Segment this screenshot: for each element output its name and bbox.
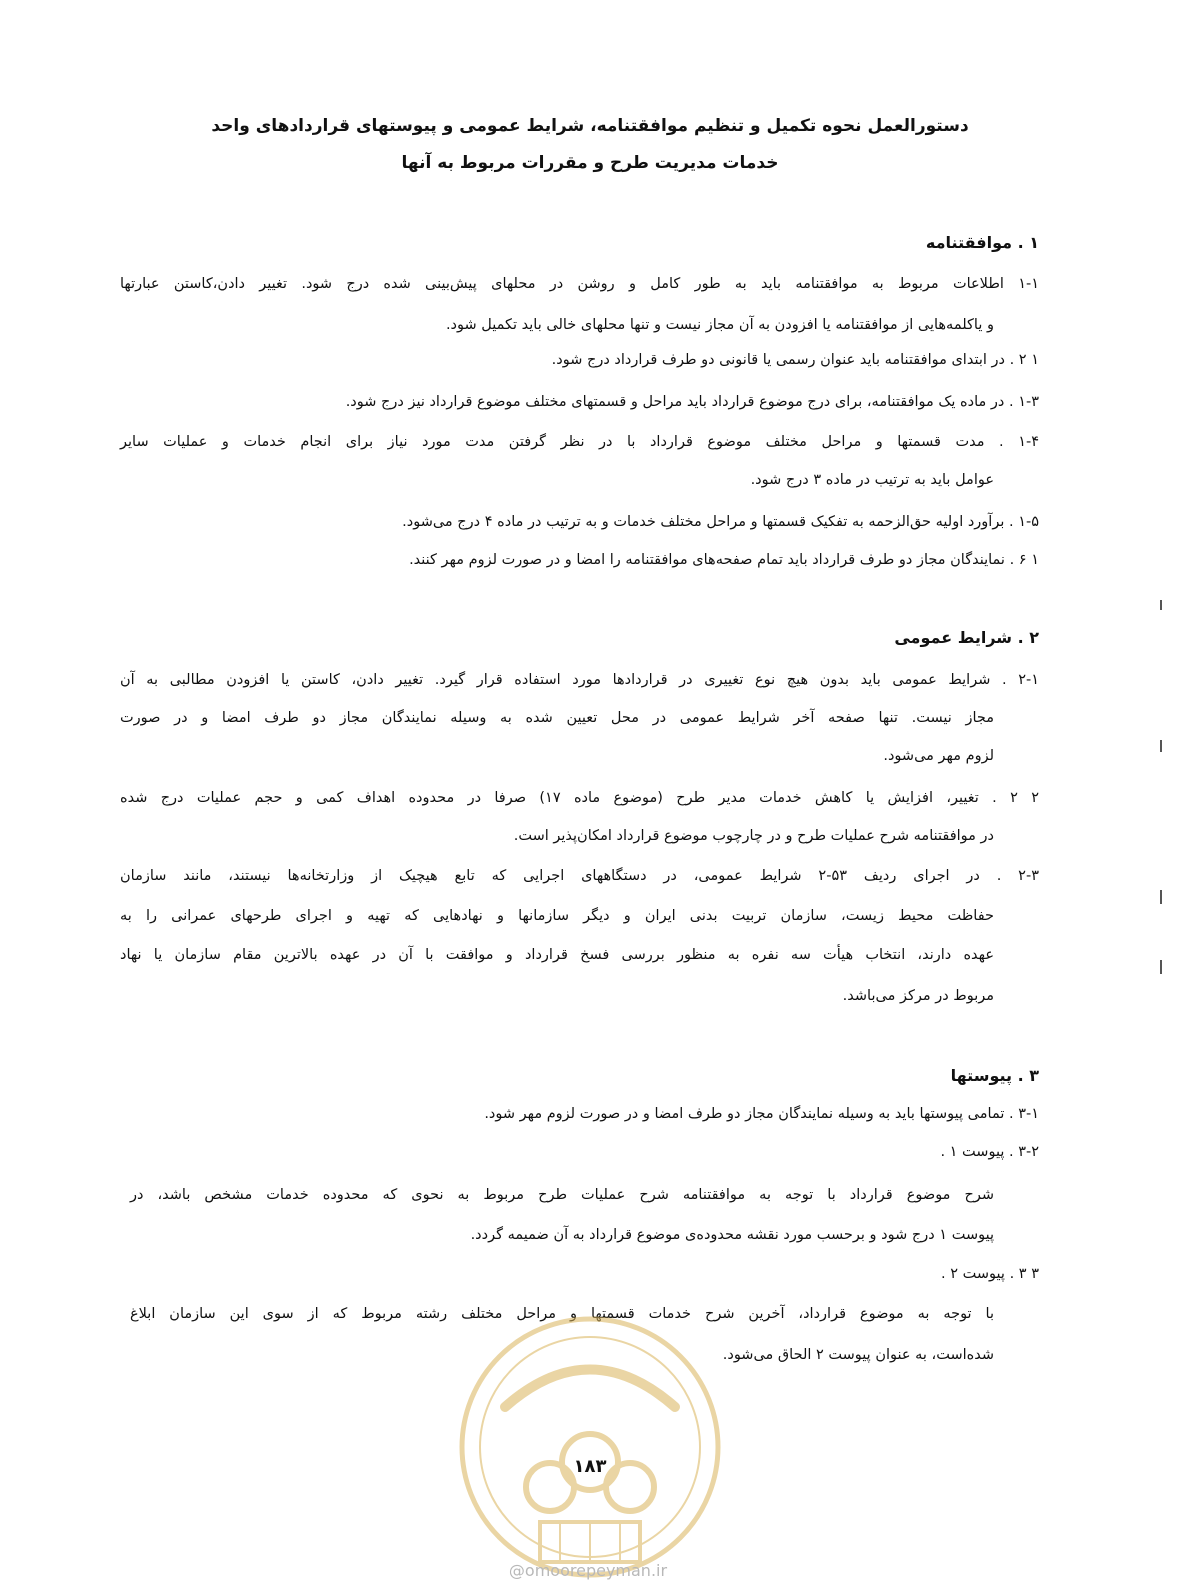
- section-heading-agreement: ۱ . موافقتنامه: [925, 233, 1039, 252]
- annex-2-text-line-2: شده‌است، به عنوان پیوست ۲ الحاق می‌شود.: [722, 1347, 994, 1363]
- clause-2-2-line-2: در موافقتنامه شرح عملیات طرح و در چارچوب موضوع قرارداد امکان‌پذیر است.: [513, 828, 994, 844]
- clause-1-3: ۱-۳ . در ماده یک موافقتنامه، برای درج موضوع قرارداد باید مراحل و قسمتهای مختلف موضوع قرارداد نیز درج شود.: [345, 394, 1039, 410]
- section-heading-general-conditions: ۲ . شرایط عمومی: [894, 628, 1039, 647]
- page-number: ۱۸۳: [573, 1456, 607, 1477]
- clause-3-3: ۳ ۳ . پیوست ۲ .: [941, 1266, 1039, 1282]
- seal-icon: [455, 1312, 725, 1582]
- clause-2-3-line-2: حفاظت محیط زیست، سازمان تربیت بدنی ایران و دیگر سازمانها و نهادهایی که تهیه و اجرای طرحهای عمرانی را به: [120, 908, 994, 924]
- clause-2-2-line-1: ۲ ۲ . تغییر، افزایش یا کاهش خدمات مدیر طرح (موضوع ماده ۱۷) صرفا در محدوده اهداف کمی و حجم عملیات درج شده: [120, 790, 1040, 806]
- document-title-line-1: دستورالعمل نحوه تکمیل و تنظیم موافقتنامه، شرایط عمومی و پیوستهای قراردادهای واحد: [211, 116, 969, 136]
- annex-1-text-line-2: پیوست ۱ درج شود و برحسب مورد نقشه محدوده‌ی موضوع قرارداد به آن ضمیمه گردد.: [470, 1227, 994, 1243]
- clause-1-6: ۱ ۶ . نمایندگان مجاز دو طرف قرارداد باید تمام صفحه‌های موافقتنامه را امضا و در صورت لزوم مهر کنند.: [409, 552, 1039, 568]
- clause-1-2: ۱ ۲ . در ابتدای موافقتنامه باید عنوان رسمی یا قانونی دو طرف قرارداد درج شود.: [551, 352, 1039, 368]
- clause-2-3-line-3: عهده دارند، انتخاب هیأت سه نفره به منظور بررسی فسخ قرارداد و موافقت با آن در عهده بالاترین مقام سازمان یا نهاد: [120, 947, 994, 963]
- document-title-line-2: خدمات مدیریت طرح و مقررات مربوط به آنها: [401, 153, 779, 173]
- scan-edge-mark: [1160, 890, 1162, 904]
- footer-url: @omoorepeyman.ir: [508, 1561, 668, 1580]
- clause-2-1-line-3: لزوم مهر می‌شود.: [883, 748, 994, 764]
- clause-2-1-line-1: ۲-۱ . شرایط عمومی باید بدون هیچ نوع تغییری در قراردادها مورد استفاده قرار گیرد. تغییر دادن، کاستن یا افزودن مطالبی به آن: [120, 672, 1039, 688]
- scan-edge-mark: [1160, 740, 1162, 752]
- annex-1-text-line-1: شرح موضوع قرارداد با توجه به موافقتنامه شرح عملیات طرح مربوط به نحوی که محدوده خدمات مشخص باشد، در: [130, 1187, 994, 1203]
- annex-2-text-line-1: با توجه به موضوع قرارداد، آخرین شرح خدمات قسمتها و مراحل مختلف رشته مربوط که از سوی این سازمان ابلاغ: [130, 1306, 994, 1322]
- clause-1-1-line-1: ۱-۱ اطلاعات مربوط به موافقتنامه باید به طور کامل و روشن در محلهای پیش‌بینی شده درج شود. تغییر دادن،کاستن عبارتها: [120, 276, 1039, 292]
- clause-1-5: ۱-۵ . برآورد اولیه حق‌الزحمه به تفکیک قسمتها و مراحل مختلف خدمات و به ترتیب در ماده ۴ درج می‌شود.: [402, 514, 1039, 530]
- clause-1-4-line-1: ۱-۴ . مدت قسمتها و مراحل مختلف موضوع قرارداد با در نظر گرفتن مدت مورد نیاز برای انجام خدمات و عملیات سایر: [120, 434, 1039, 450]
- clause-1-4-line-2: عوامل باید به ترتیب در ماده ۳ درج شود.: [750, 472, 994, 488]
- clause-3-2: ۳-۲ . پیوست ۱ .: [940, 1144, 1039, 1160]
- scan-edge-mark: [1160, 600, 1162, 610]
- clause-2-3-line-4: مربوط در مرکز می‌باشد.: [842, 988, 994, 1004]
- clause-2-3-line-1: ۲-۳ . در اجرای ردیف ۵۳-۲ شرایط عمومی، در دستگاههای اجرایی که تابع هیچیک از وزارتخانه‌ها نیستند، مانند سازمان: [120, 868, 1039, 884]
- clause-2-1-line-2: مجاز نیست. تنها صفحه آخر شرایط عمومی در محل تعیین شده به وسیله نمایندگان مجاز دو طرف امضا و در صورت: [120, 710, 994, 726]
- section-heading-annexes: ۳ . پیوستها: [950, 1066, 1039, 1085]
- clause-3-1: ۳-۱ . تمامی پیوستها باید به وسیله نمایندگان مجاز دو طرف امضا و در صورت لزوم مهر شود.: [484, 1106, 1039, 1122]
- clause-1-1-line-2: و یاکلمه‌هایی از موافقتنامه یا افزودن به آن مجاز نیست و تنها محلهای خالی باید تکمیل شود.: [445, 317, 994, 333]
- scan-edge-mark: [1160, 960, 1162, 974]
